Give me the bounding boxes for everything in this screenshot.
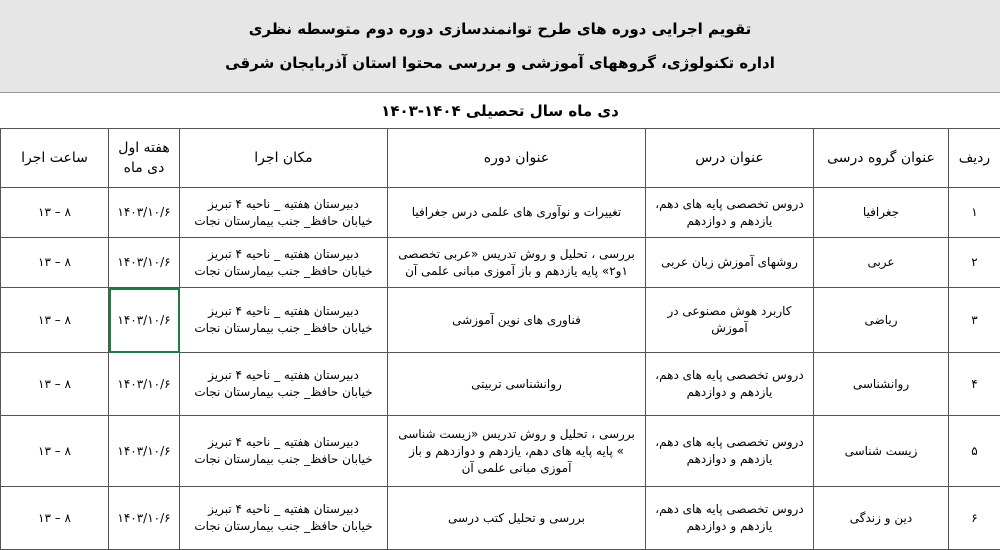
cell-lesson[interactable]: روشهای آموزش زبان عربی — [646, 238, 814, 288]
cell-course[interactable]: تغییرات و نوآوری های علمی درس جغرافیا — [388, 188, 646, 238]
cell-course[interactable]: بررسی و تحلیل کتب درسی — [388, 487, 646, 550]
cell-row-number[interactable]: ۲ — [949, 238, 1000, 288]
place-line-1: دبیرستان هفتیه _ ناحیه ۴ تبریز — [186, 303, 381, 320]
header-row — [1, 129, 1000, 188]
place-line-2: خیابان حافظ_ جنب بیمارستان نجات — [186, 451, 381, 468]
table-row — [1, 238, 1000, 288]
place-line-2: خیابان حافظ_ جنب بیمارستان نجات — [186, 384, 381, 401]
cell-place[interactable] — [180, 353, 388, 416]
place-line-1: دبیرستان هفتیه _ ناحیه ۴ تبریز — [186, 196, 381, 213]
cell-row-number[interactable]: ۱ — [949, 188, 1000, 238]
cell-date[interactable]: ۱۴۰۳/۱۰/۶ — [109, 188, 180, 238]
place-line-2: خیابان حافظ_ جنب بیمارستان نجات — [186, 263, 381, 280]
academic-year-subtitle[interactable]: دی ماه سال تحصیلی ۱۴۰۴-۱۴۰۳ — [0, 96, 1000, 126]
col-header-place[interactable]: مکان اجرا — [180, 129, 388, 188]
place-line-2: خیابان حافظ_ جنب بیمارستان نجات — [186, 320, 381, 337]
table-row — [1, 353, 1000, 416]
col-header-week[interactable] — [109, 129, 180, 188]
table-row — [1, 487, 1000, 550]
cell-row-number[interactable]: ۴ — [949, 353, 1000, 416]
cell-row-number[interactable]: ۳ — [949, 288, 1000, 353]
cell-group[interactable]: زیست شناسی — [814, 416, 949, 487]
col-header-row-number[interactable]: ردیف — [949, 129, 1000, 188]
cell-place[interactable] — [180, 188, 388, 238]
title-line-2: اداره تکنولوژی، گروههای آموزشی و بررسی محتوا استان آذربایجان شرقی — [0, 54, 1000, 72]
cell-time[interactable]: ۱۳ – ۸ — [1, 416, 109, 487]
place-line-2: خیابان حافظ_ جنب بیمارستان نجات — [186, 518, 381, 535]
cell-date-selected[interactable]: ۱۴۰۳/۱۰/۶ — [109, 288, 180, 353]
cell-group[interactable]: دین و زندگی — [814, 487, 949, 550]
table-row — [1, 416, 1000, 487]
cell-time[interactable]: ۱۳ – ۸ — [1, 188, 109, 238]
cell-time[interactable]: ۱۳ – ۸ — [1, 238, 109, 288]
title-line-1: تقویم اجرایی دوره های طرح توانمندسازی دوره دوم متوسطه نظری — [0, 20, 1000, 38]
cell-group[interactable]: ریاضی — [814, 288, 949, 353]
cell-group[interactable]: روانشناسی — [814, 353, 949, 416]
cell-row-number[interactable]: ۵ — [949, 416, 1000, 487]
cell-course[interactable]: بررسی ، تحلیل و روش تدریس «عربی تخصصی ۱و۲» پایه یازدهم و باز آموزی مبانی علمی آن — [388, 238, 646, 288]
title-header[interactable] — [0, 0, 1000, 93]
cell-lesson[interactable]: دروس تخصصی پایه های دهم، یازدهم و دوازدهم — [646, 416, 814, 487]
place-line-1: دبیرستان هفتیه _ ناحیه ۴ تبریز — [186, 246, 381, 263]
cell-lesson[interactable]: دروس تخصصی پایه های دهم، یازدهم و دوازدهم — [646, 487, 814, 550]
col-header-group[interactable]: عنوان گروه درسی — [814, 129, 949, 188]
col-header-time[interactable]: ساعت اجرا — [1, 129, 109, 188]
place-line-2: خیابان حافظ_ جنب بیمارستان نجات — [186, 213, 381, 230]
cell-place[interactable] — [180, 288, 388, 353]
cell-course[interactable]: روانشناسی تربیتی — [388, 353, 646, 416]
place-line-1: دبیرستان هفتیه _ ناحیه ۴ تبریز — [186, 367, 381, 384]
col-header-week-line2: دی ماه — [115, 158, 173, 178]
cell-place[interactable] — [180, 238, 388, 288]
cell-course[interactable]: بررسی ، تحلیل و روش تدریس «زیست شناسی » پایه پایه های دهم، یازدهم و دوازدهم و باز آموزی مبانی علمی آن — [388, 416, 646, 487]
cell-time[interactable]: ۱۳ – ۸ — [1, 487, 109, 550]
cell-time[interactable]: ۱۳ – ۸ — [1, 288, 109, 353]
cell-date[interactable]: ۱۴۰۳/۱۰/۶ — [109, 353, 180, 416]
cell-course[interactable]: فناوری های نوین آموزشی — [388, 288, 646, 353]
table-row — [1, 188, 1000, 238]
col-header-week-line1: هفته اول — [115, 138, 173, 158]
cell-group[interactable]: جغرافیا — [814, 188, 949, 238]
place-line-1: دبیرستان هفتیه _ ناحیه ۴ تبریز — [186, 501, 381, 518]
col-header-course[interactable]: عنوان دوره — [388, 129, 646, 188]
cell-place[interactable] — [180, 487, 388, 550]
cell-lesson[interactable]: دروس تخصصی پایه های دهم، یازدهم و دوازدهم — [646, 353, 814, 416]
col-header-lesson[interactable]: عنوان درس — [646, 129, 814, 188]
cell-date[interactable]: ۱۴۰۳/۱۰/۶ — [109, 416, 180, 487]
place-line-1: دبیرستان هفتیه _ ناحیه ۴ تبریز — [186, 434, 381, 451]
cell-lesson[interactable]: کاربرد هوش مصنوعی در آموزش — [646, 288, 814, 353]
cell-date[interactable]: ۱۴۰۳/۱۰/۶ — [109, 487, 180, 550]
cell-date[interactable]: ۱۴۰۳/۱۰/۶ — [109, 238, 180, 288]
cell-group[interactable]: عربی — [814, 238, 949, 288]
cell-row-number[interactable]: ۶ — [949, 487, 1000, 550]
schedule-table — [0, 128, 1000, 550]
cell-lesson[interactable]: دروس تخصصی پایه های دهم، یازدهم و دوازدهم — [646, 188, 814, 238]
cell-place[interactable] — [180, 416, 388, 487]
table-row — [1, 288, 1000, 353]
cell-time[interactable]: ۱۳ – ۸ — [1, 353, 109, 416]
